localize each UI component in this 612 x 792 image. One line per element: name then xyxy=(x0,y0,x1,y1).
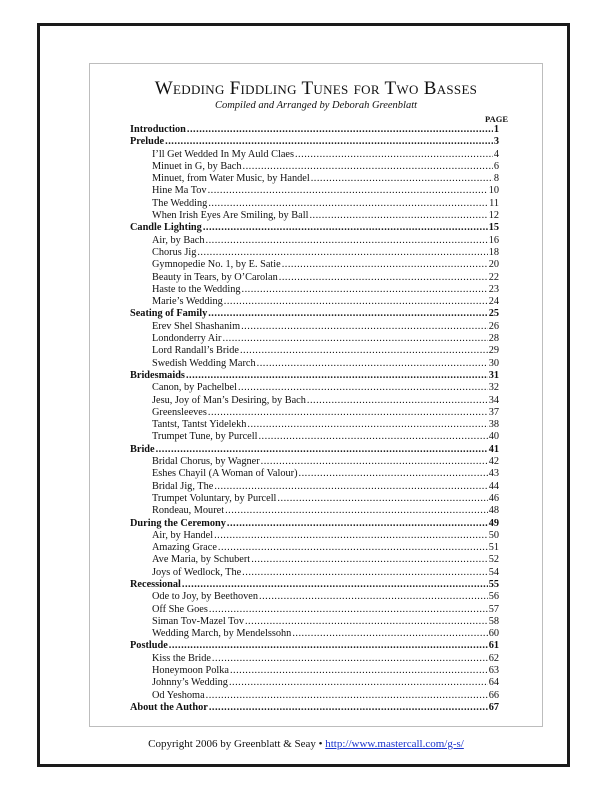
toc-entry-title: Off She Goes xyxy=(152,603,208,615)
toc-entry[interactable] xyxy=(130,677,499,689)
toc-entry[interactable] xyxy=(130,382,499,394)
dot-leader xyxy=(223,333,488,345)
toc-page-number: 38 xyxy=(488,419,499,431)
toc-section-entry[interactable] xyxy=(130,222,499,234)
toc-page-number: 18 xyxy=(488,246,499,258)
copyright-footer xyxy=(0,738,612,750)
toc-page-number: 40 xyxy=(488,431,499,443)
toc-entry-title: Londonderry Air xyxy=(152,333,222,345)
toc-entry[interactable] xyxy=(130,542,499,554)
dot-leader xyxy=(311,173,493,185)
toc-entry-title: Chorus Jig xyxy=(152,246,197,258)
dot-leader xyxy=(259,591,488,603)
toc-page-number: 52 xyxy=(488,554,499,566)
dot-leader xyxy=(299,468,488,480)
dot-leader xyxy=(292,628,487,640)
toc-page-number: 41 xyxy=(488,443,499,455)
toc-entry-title: Ave Maria, by Schubert xyxy=(152,554,251,566)
toc-entry-title: Air, by Handel xyxy=(152,529,214,541)
toc-page-number: 62 xyxy=(488,652,499,664)
dot-leader xyxy=(279,272,488,284)
dot-leader xyxy=(214,481,487,493)
toc-entry[interactable] xyxy=(130,296,499,308)
toc-entry-title: Tantst, Tantst Yidelekh xyxy=(152,419,247,431)
dot-leader xyxy=(182,579,488,591)
toc-entry-title: Haste to the Wedding xyxy=(152,283,241,295)
dot-leader xyxy=(257,358,488,370)
toc-entry[interactable] xyxy=(130,259,499,271)
toc-page-number: 58 xyxy=(488,615,499,627)
toc-entry[interactable] xyxy=(130,333,499,345)
toc-entry-title: Kiss the Bride xyxy=(152,652,211,664)
dot-leader xyxy=(224,296,488,308)
toc-entry-title: Erev Shel Shashanim xyxy=(152,320,241,332)
toc-entry-title: Honeymoon Polka xyxy=(152,665,229,677)
toc-entry-title: Postlude xyxy=(130,640,168,652)
toc-page-number: 15 xyxy=(488,222,499,234)
dot-leader xyxy=(247,419,487,431)
dot-leader xyxy=(245,616,488,628)
dot-leader xyxy=(277,493,487,505)
document-subtitle: Compiled and Arranged by Deborah Greenblatt xyxy=(214,100,418,111)
dot-leader xyxy=(208,308,487,320)
toc-entry-title: Air, by Bach xyxy=(152,234,205,246)
toc-page-number: 43 xyxy=(488,468,499,480)
table-of-contents xyxy=(130,124,499,714)
dot-leader xyxy=(238,382,488,394)
toc-section-entry[interactable] xyxy=(130,579,499,591)
website-link[interactable]: http://www.mastercall.com/g-s/ xyxy=(325,738,464,750)
toc-page-number: 67 xyxy=(488,701,499,713)
toc-entry-title: Lord Randall’s Bride xyxy=(152,345,239,357)
toc-page-number: 66 xyxy=(488,689,499,701)
toc-entry-title: Siman Tov-Mazel Tov xyxy=(152,615,244,627)
dot-leader xyxy=(165,136,493,148)
toc-section-entry[interactable] xyxy=(130,444,499,456)
toc-page-number: 37 xyxy=(488,406,499,418)
toc-page-number: 50 xyxy=(488,529,499,541)
dot-leader xyxy=(203,222,488,234)
dot-leader xyxy=(208,407,488,419)
toc-entry-title: Amazing Grace xyxy=(152,542,217,554)
toc-entry-title: Hine Ma Tov xyxy=(152,185,207,197)
dot-leader xyxy=(242,567,488,579)
toc-entry[interactable] xyxy=(130,616,499,628)
dot-leader xyxy=(197,247,487,259)
toc-page-number: 22 xyxy=(488,271,499,283)
dot-leader xyxy=(241,321,488,333)
toc-page-number: 54 xyxy=(488,566,499,578)
page-column-header: PAGE xyxy=(485,114,508,124)
dot-leader xyxy=(240,345,488,357)
copyright-text: Copyright 2006 by Greenblatt & Seay • xyxy=(148,738,326,750)
toc-entry[interactable] xyxy=(130,530,499,542)
toc-entry[interactable] xyxy=(130,235,499,247)
toc-entry[interactable] xyxy=(130,604,499,616)
toc-page-number: 30 xyxy=(488,357,499,369)
toc-page-number: 26 xyxy=(488,320,499,332)
toc-entry[interactable] xyxy=(130,284,499,296)
toc-entry-title: Eshes Chayil (A Woman of Valour) xyxy=(152,468,298,480)
dot-leader xyxy=(218,542,488,554)
toc-page-number: 4 xyxy=(493,148,499,160)
toc-section-entry[interactable] xyxy=(130,518,499,530)
toc-entry[interactable] xyxy=(130,554,499,566)
toc-page-number: 23 xyxy=(488,283,499,295)
dot-leader xyxy=(242,284,488,296)
toc-entry-title: Wedding March, by Mendelssohn xyxy=(152,628,292,640)
dot-leader xyxy=(258,431,487,443)
toc-page-number: 8 xyxy=(493,173,499,185)
toc-page-number: 25 xyxy=(488,308,499,320)
toc-section-entry[interactable] xyxy=(130,640,499,652)
toc-entry[interactable] xyxy=(130,358,499,370)
dot-leader xyxy=(186,370,488,382)
toc-entry-title: Recessional xyxy=(130,578,181,590)
toc-entry[interactable] xyxy=(130,210,499,222)
toc-entry-title: Prelude xyxy=(130,136,165,148)
toc-entry-title: Bridal Jig, The xyxy=(152,480,214,492)
toc-page-number: 31 xyxy=(488,369,499,381)
toc-page-number: 3 xyxy=(493,136,499,148)
toc-entry-title: During the Ceremony xyxy=(130,517,226,529)
toc-page-number: 46 xyxy=(488,492,499,504)
toc-page-number: 49 xyxy=(488,517,499,529)
toc-page-number: 29 xyxy=(488,345,499,357)
dot-leader xyxy=(261,456,488,468)
toc-entry[interactable] xyxy=(130,567,499,579)
document-page xyxy=(89,63,543,727)
toc-entry[interactable] xyxy=(130,407,499,419)
toc-entry-title: Trumpet Voluntary, by Purcell xyxy=(152,492,277,504)
toc-entry-title: Bride xyxy=(130,443,155,455)
toc-page-number: 32 xyxy=(488,382,499,394)
dot-leader xyxy=(243,161,493,173)
toc-page-number: 42 xyxy=(488,456,499,468)
toc-page-number: 11 xyxy=(489,197,499,209)
toc-entry-title: About the Author xyxy=(130,701,208,713)
toc-page-number: 60 xyxy=(488,628,499,640)
toc-entry-title: Trumpet Tune, by Purcell xyxy=(152,431,258,443)
toc-entry-title: Candle Lighting xyxy=(130,222,202,234)
dot-leader xyxy=(208,198,488,210)
toc-entry[interactable] xyxy=(130,690,499,702)
toc-entry-title: Greensleeves xyxy=(152,406,207,418)
toc-page-number: 56 xyxy=(488,591,499,603)
toc-entry-title: Rondeau, Mouret xyxy=(152,505,225,517)
toc-entry-title: Seating of Family xyxy=(130,308,208,320)
toc-section-entry[interactable] xyxy=(130,370,499,382)
dot-leader xyxy=(230,665,488,677)
toc-entry-title: Joys of Wedlock, The xyxy=(152,566,242,578)
dot-leader xyxy=(156,444,488,456)
toc-entry-title: Bridal Chorus, by Wagner xyxy=(152,456,260,468)
toc-entry[interactable] xyxy=(130,247,499,259)
toc-page-number: 63 xyxy=(488,665,499,677)
toc-entry-title: Introduction xyxy=(130,124,186,135)
toc-entry-title: Beauty in Tears, by O’Carolan xyxy=(152,271,278,283)
toc-section-entry[interactable] xyxy=(130,124,499,136)
toc-entry[interactable] xyxy=(130,665,499,677)
toc-entry-title: Od Yeshoma xyxy=(152,689,205,701)
toc-entry-title: Canon, by Pachelbel xyxy=(152,382,237,394)
toc-page-number: 16 xyxy=(488,234,499,246)
toc-page-number: 6 xyxy=(493,160,499,172)
toc-page-number: 20 xyxy=(488,259,499,271)
toc-entry-title: Gymnopedie No. 1, by E. Satie xyxy=(152,259,281,271)
toc-section-entry[interactable] xyxy=(130,136,499,148)
dot-leader xyxy=(169,640,488,652)
toc-entry[interactable] xyxy=(130,272,499,284)
toc-page-number: 57 xyxy=(488,603,499,615)
dot-leader xyxy=(225,505,488,517)
toc-entry[interactable] xyxy=(130,198,499,210)
toc-entry[interactable] xyxy=(130,591,499,603)
toc-entry[interactable] xyxy=(130,481,499,493)
dot-leader xyxy=(295,149,493,161)
toc-section-entry[interactable] xyxy=(130,308,499,320)
dot-leader xyxy=(206,690,488,702)
toc-entry[interactable] xyxy=(130,173,499,185)
dot-leader xyxy=(282,259,488,271)
dot-leader xyxy=(206,235,488,247)
dot-leader xyxy=(208,185,488,197)
toc-entry[interactable] xyxy=(130,395,499,407)
toc-page-number: 10 xyxy=(488,185,499,197)
toc-entry[interactable] xyxy=(130,505,499,517)
toc-page-number: 55 xyxy=(488,578,499,590)
toc-page-number: 1 xyxy=(493,124,499,135)
dot-leader xyxy=(209,604,488,616)
dot-leader xyxy=(251,554,488,566)
dot-leader xyxy=(307,395,488,407)
toc-entry[interactable] xyxy=(130,419,499,431)
toc-entry-title: Minuet, from Water Music, by Handel xyxy=(152,173,310,185)
toc-entry[interactable] xyxy=(130,149,499,161)
toc-entry[interactable] xyxy=(130,321,499,333)
toc-page-number: 61 xyxy=(488,640,499,652)
toc-entry-title: Swedish Wedding March xyxy=(152,357,256,369)
toc-page-number: 28 xyxy=(488,333,499,345)
toc-entry[interactable] xyxy=(130,185,499,197)
document-title: Wedding Fiddling Tunes for Two Basses xyxy=(154,78,478,99)
toc-entry[interactable] xyxy=(130,468,499,480)
toc-page-number: 48 xyxy=(488,505,499,517)
toc-entry-title: Jesu, Joy of Man’s Desiring, by Bach xyxy=(152,394,306,406)
toc-entry[interactable] xyxy=(130,431,499,443)
toc-page-number: 34 xyxy=(488,394,499,406)
toc-entry-title: Bridesmaids xyxy=(130,369,185,381)
toc-entry-title: Johnny’s Wedding xyxy=(152,677,228,689)
toc-page-number: 64 xyxy=(488,677,499,689)
dot-leader xyxy=(212,653,488,665)
toc-page-number: 12 xyxy=(488,210,499,222)
toc-entry[interactable] xyxy=(130,653,499,665)
dot-leader xyxy=(187,124,493,136)
toc-entry-title: I’ll Get Wedded In My Auld Claes xyxy=(152,148,294,160)
toc-section-entry[interactable] xyxy=(130,702,499,714)
toc-page-number: 51 xyxy=(488,542,499,554)
dot-leader xyxy=(229,677,488,689)
toc-entry[interactable] xyxy=(130,493,499,505)
toc-entry[interactable] xyxy=(130,161,499,173)
toc-entry-title: Minuet in G, by Bach xyxy=(152,160,242,172)
toc-entry-title: The Wedding xyxy=(152,197,208,209)
dot-leader xyxy=(214,530,488,542)
toc-entry[interactable] xyxy=(130,456,499,468)
dot-leader xyxy=(309,210,487,222)
dot-leader xyxy=(227,518,488,530)
dot-leader xyxy=(209,702,488,714)
toc-entry-title: Ode to Joy, by Beethoven xyxy=(152,591,259,603)
toc-page-number: 24 xyxy=(488,296,499,308)
toc-page-number: 44 xyxy=(488,480,499,492)
toc-entry-title: Marie’s Wedding xyxy=(152,296,223,308)
toc-entry[interactable] xyxy=(130,345,499,357)
toc-entry[interactable] xyxy=(130,628,499,640)
toc-entry-title: When Irish Eyes Are Smiling, by Ball xyxy=(152,210,309,222)
